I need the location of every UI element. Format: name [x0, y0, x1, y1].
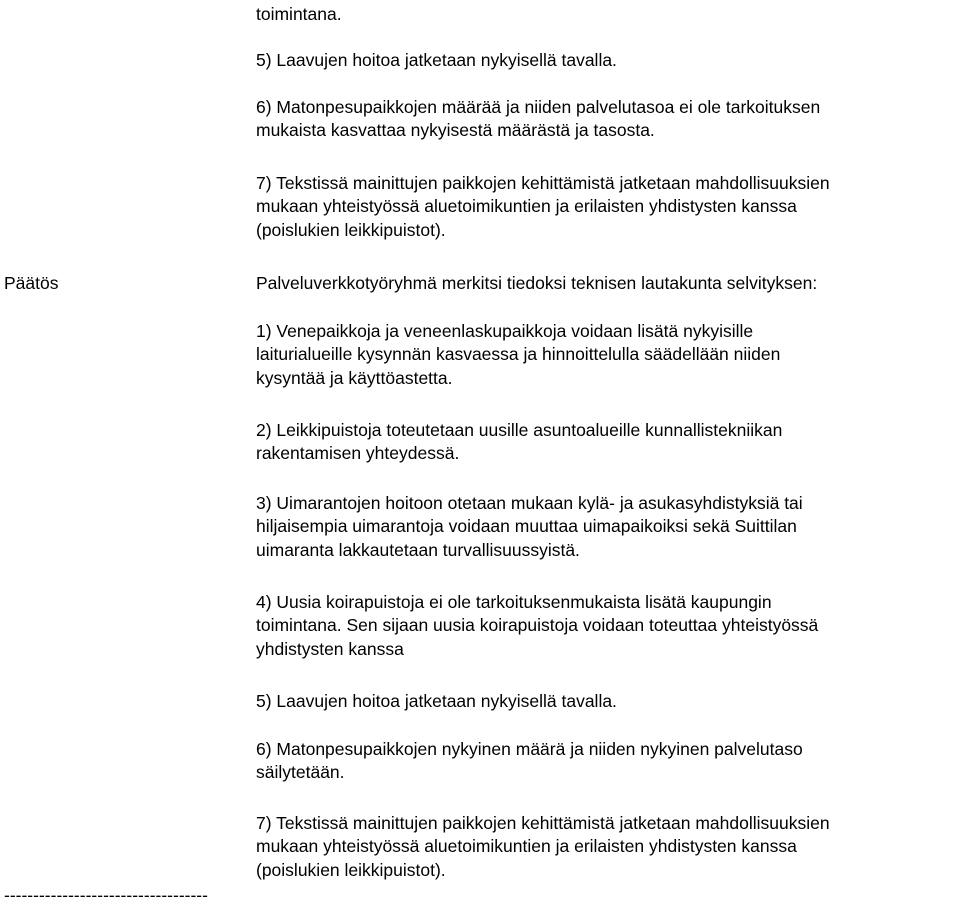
- paragraph: [256, 419, 956, 466]
- decision-intro: [256, 272, 956, 295]
- text-line: 7) Tekstissä mainittujen paikkojen kehittämistä jatketaan mahdollisuuksien: [256, 813, 830, 833]
- paragraph: Palveluverkkotyöryhmä merkitsi tiedoksi teknisen lautakunta selvityksen:: [256, 273, 818, 293]
- paragraph: [256, 172, 956, 242]
- text-line: 2) Leikkipuistoja toteutetaan uusille asuntoalueille kunnallistekniikan: [256, 420, 783, 440]
- text-line: säilytetään.: [256, 762, 345, 783]
- text-line: mukaista kasvattaa nykyisestä määrästä ja tasosta.: [256, 120, 655, 141]
- top-section: [256, 3, 956, 26]
- text-line: 5) Laavujen hoitoa jatketaan nykyisellä tavalla.: [256, 50, 617, 70]
- text-line: uimaranta lakkautetaan turvallisuussyistä.: [256, 539, 580, 560]
- text-line: (poislukien leikkipuistot).: [256, 219, 446, 240]
- top-item-7: [256, 172, 956, 242]
- text-line: mukaan yhteistyössä aluetoimikuntien ja erilaisten yhdistysten kanssa: [256, 836, 797, 857]
- paragraph: [256, 320, 956, 390]
- paragraph: [256, 690, 956, 713]
- text-line: 1) Venepaikkoja ja veneenlaskupaikkoja voidaan lisätä nykyisille: [256, 321, 754, 341]
- decision-label: Päätös: [4, 273, 59, 293]
- decision-item-3: [256, 492, 956, 562]
- decision-item-7: [256, 812, 956, 882]
- text-line: laiturialueille kysynnän kasvaessa ja hinnoittelulla säädellään niiden: [256, 344, 781, 365]
- decision-item-4: [256, 591, 956, 661]
- paragraph: [256, 96, 956, 143]
- paragraph: [256, 812, 956, 882]
- text-line: mukaan yhteistyössä aluetoimikuntien ja erilaisten yhdistysten kanssa: [256, 196, 797, 217]
- text-line: 7) Tekstissä mainittujen paikkojen kehittämistä jatketaan mahdollisuuksien: [256, 173, 830, 193]
- paragraph: [256, 591, 956, 661]
- text-line: 6) Matonpesupaikkojen määrää ja niiden palvelutasoa ei ole tarkoituksen: [256, 97, 821, 117]
- text-line: 3) Uimarantojen hoitoon otetaan mukaan kylä- ja asukasyhdistyksiä tai: [256, 493, 803, 513]
- paragraph: [256, 49, 956, 72]
- text-line: rakentamisen yhteydessä.: [256, 443, 460, 464]
- text-line: hiljaisempia uimarantoja voidaan muuttaa uimapaikoiksi sekä Suittilan: [256, 516, 797, 537]
- text-line: toimintana. Sen sijaan uusia koirapuistoja voidaan toteuttaa yhteistyössä: [256, 615, 819, 636]
- decision-item-5: [256, 690, 956, 713]
- text-line: 4) Uusia koirapuistoja ei ole tarkoituksenmukaista lisätä kaupungin: [256, 592, 772, 612]
- text-line: yhdistysten kanssa: [256, 638, 404, 659]
- top-item-6: [256, 96, 956, 143]
- text-line: toimintana.: [256, 4, 342, 24]
- paragraph: [256, 492, 956, 562]
- text-line: kysyntää ja käyttöastetta.: [256, 367, 453, 388]
- top-item-5: [256, 49, 956, 72]
- paragraph: [256, 738, 956, 785]
- text-line: 5) Laavujen hoitoa jatketaan nykyisellä tavalla.: [256, 691, 617, 711]
- separator-line: -----------------------------------: [4, 885, 208, 905]
- decision-item-6: [256, 738, 956, 785]
- text-line: (poislukien leikkipuistot).: [256, 859, 446, 880]
- paragraph-continuation: [256, 3, 956, 26]
- decision-item-1: [256, 320, 956, 390]
- text-line: 6) Matonpesupaikkojen nykyinen määrä ja niiden nykyinen palvelutaso: [256, 739, 803, 759]
- decision-item-2: [256, 419, 956, 466]
